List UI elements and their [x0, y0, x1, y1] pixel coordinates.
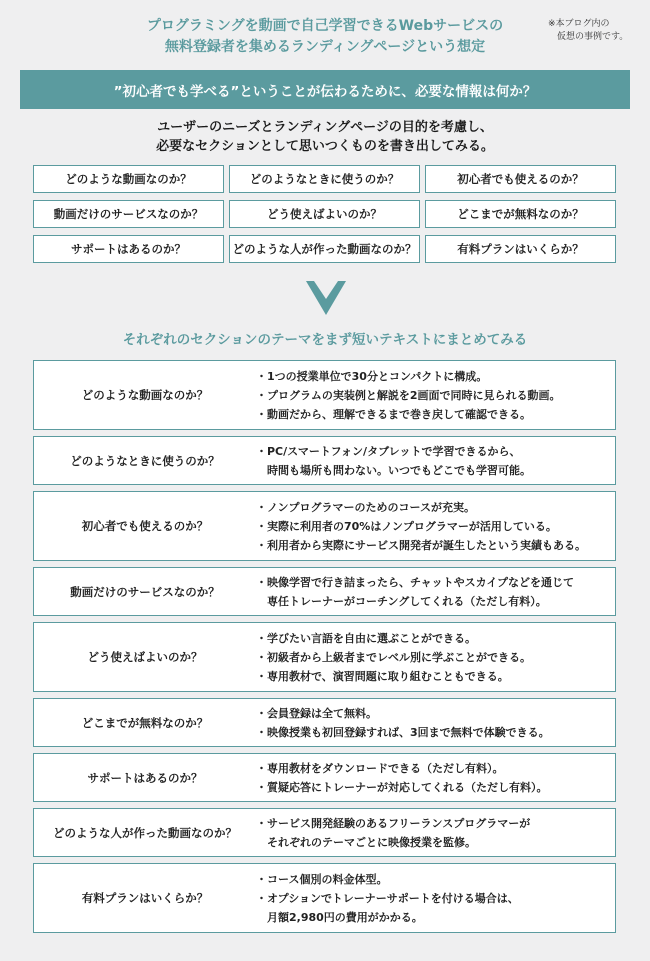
chevron-down-icon — [306, 281, 346, 315]
answer-line: ・映像学習で行き詰まったら、チャットやスカイプなどを通じて — [256, 575, 575, 589]
grid-cell: どう使えばよいのか？ — [229, 200, 420, 228]
title-line: プログラミングを動画で自己学習できるWebサービスの — [146, 18, 504, 34]
answer-line: それぞれのテーマごとに映像授業を監修。 — [256, 835, 476, 849]
row-question: 有料プランはいくらか？ — [81, 891, 209, 905]
row-answer — [256, 704, 615, 742]
row-question: どのような動画なのか？ — [81, 388, 209, 402]
theme-row — [33, 808, 616, 857]
row-question: どのような人が作った動画なのか？ — [53, 825, 237, 840]
answer-line: ・会員登録は全て無料。 — [256, 706, 377, 720]
answer-line: ・プログラムの実装例と解説を2画面で同時に見られる動画。 — [256, 388, 561, 402]
answer-line: ・1つの授業単位で30分とコンパクトに構成。 — [256, 369, 488, 383]
answer-line: ・サービス開発経験のあるフリーランスプログラマーが — [256, 816, 531, 830]
question-banner — [20, 70, 630, 109]
row-answer — [256, 442, 615, 480]
row-question: 初心者でも使えるのか？ — [81, 519, 209, 533]
theme-row — [33, 863, 616, 933]
theme-row — [33, 698, 616, 747]
answer-line: ・オプションでトレーナーサポートを付ける場合は、 — [256, 891, 519, 905]
answer-line: 専任トレーナーがコーチングしてくれる（ただし有料）。 — [256, 594, 547, 608]
answer-line: ・専用教材で、演習問題に取り組むこともできる。 — [256, 669, 509, 683]
theme-row — [33, 436, 616, 485]
theme-row — [33, 491, 616, 561]
grid-cell: どのような動画なのか？ — [33, 165, 224, 193]
theme-row — [33, 567, 616, 616]
row-answer — [256, 367, 615, 424]
section-grid — [33, 165, 616, 263]
grid-cell: どのような人が作った動画なのか？ — [229, 235, 420, 263]
subtitle — [0, 118, 650, 156]
answer-line: ・実際に利用者の70%はノンプログラマーが活用している。 — [256, 519, 557, 533]
grid-cell: 有料プランはいくらか？ — [425, 235, 616, 263]
answer-line: ・質疑応答にトレーナーが対応してくれる（ただし有料）。 — [256, 780, 548, 794]
row-answer — [256, 759, 615, 797]
grid-cell: どこまでが無料なのか？ — [425, 200, 616, 228]
answer-line: ・専用教材をダウンロードできる（ただし有料）。 — [256, 761, 504, 775]
disclaimer-note — [548, 18, 628, 44]
row-answer — [256, 573, 615, 611]
row-question: どのようなときに使うのか？ — [70, 453, 220, 468]
grid-cell: どのようなときに使うのか？ — [229, 165, 420, 193]
note-line: 仮想の事例です。 — [548, 32, 629, 42]
banner-text: ”初心者でも学べる”ということが伝わるために、必要な情報は何か？ — [113, 83, 537, 100]
answer-line: ・動画だから、理解できるまで巻き戻して確認できる。 — [256, 407, 531, 421]
grid-cell: サポートはあるのか？ — [33, 235, 224, 263]
row-question: どう使えばよいのか？ — [87, 650, 203, 664]
subtitle-line: ユーザーのニーズとランディングページの目的を考慮し、 — [157, 120, 493, 135]
row-answer — [256, 498, 615, 555]
row-answer — [256, 870, 615, 927]
title-line: 無料登録者を集めるランディングページという想定 — [164, 39, 486, 55]
answer-line: ・コース個別の料金体型。 — [256, 872, 388, 886]
theme-row — [33, 753, 616, 802]
theme-row — [33, 622, 616, 692]
grid-cell: 動画だけのサービスなのか？ — [33, 200, 224, 228]
row-question: サポートはあるのか？ — [87, 770, 203, 785]
theme-row — [33, 360, 616, 430]
grid-cell: 初心者でも使えるのか？ — [425, 165, 616, 193]
answer-line: ・ノンプログラマーのためのコースが充実。 — [256, 500, 476, 514]
answer-line: 時間も場所も問わない。いつでもどこでも学習可能。 — [256, 463, 531, 477]
row-answer — [256, 629, 615, 686]
answer-line: ・学びたい言語を自由に選ぶことができる。 — [256, 631, 476, 645]
row-answer — [256, 814, 615, 852]
row-question: 動画だけのサービスなのか？ — [70, 584, 220, 599]
answer-line: ・利用者から実際にサービス開発者が誕生したという実績もある。 — [256, 538, 586, 552]
answer-line: 月額2,980円の費用がかかる。 — [256, 910, 423, 924]
answer-line: ・PC/スマートフォン/タブレットで学習できるから、 — [256, 444, 521, 458]
answer-line: ・初級者から上級者までレベル別に学ぶことができる。 — [256, 650, 531, 664]
note-line: ※本ブログ内の — [548, 19, 610, 29]
subtitle-line: 必要なセクションとして思いつくものを書き出してみる。 — [156, 139, 494, 154]
section-title: それぞれのセクションのテーマをまず短いテキストにまとめてみる — [122, 332, 528, 348]
answer-line: ・映像授業も初回登録すれば、3回まで無料で体験できる。 — [256, 725, 550, 739]
row-question: どこまでが無料なのか？ — [81, 715, 209, 730]
